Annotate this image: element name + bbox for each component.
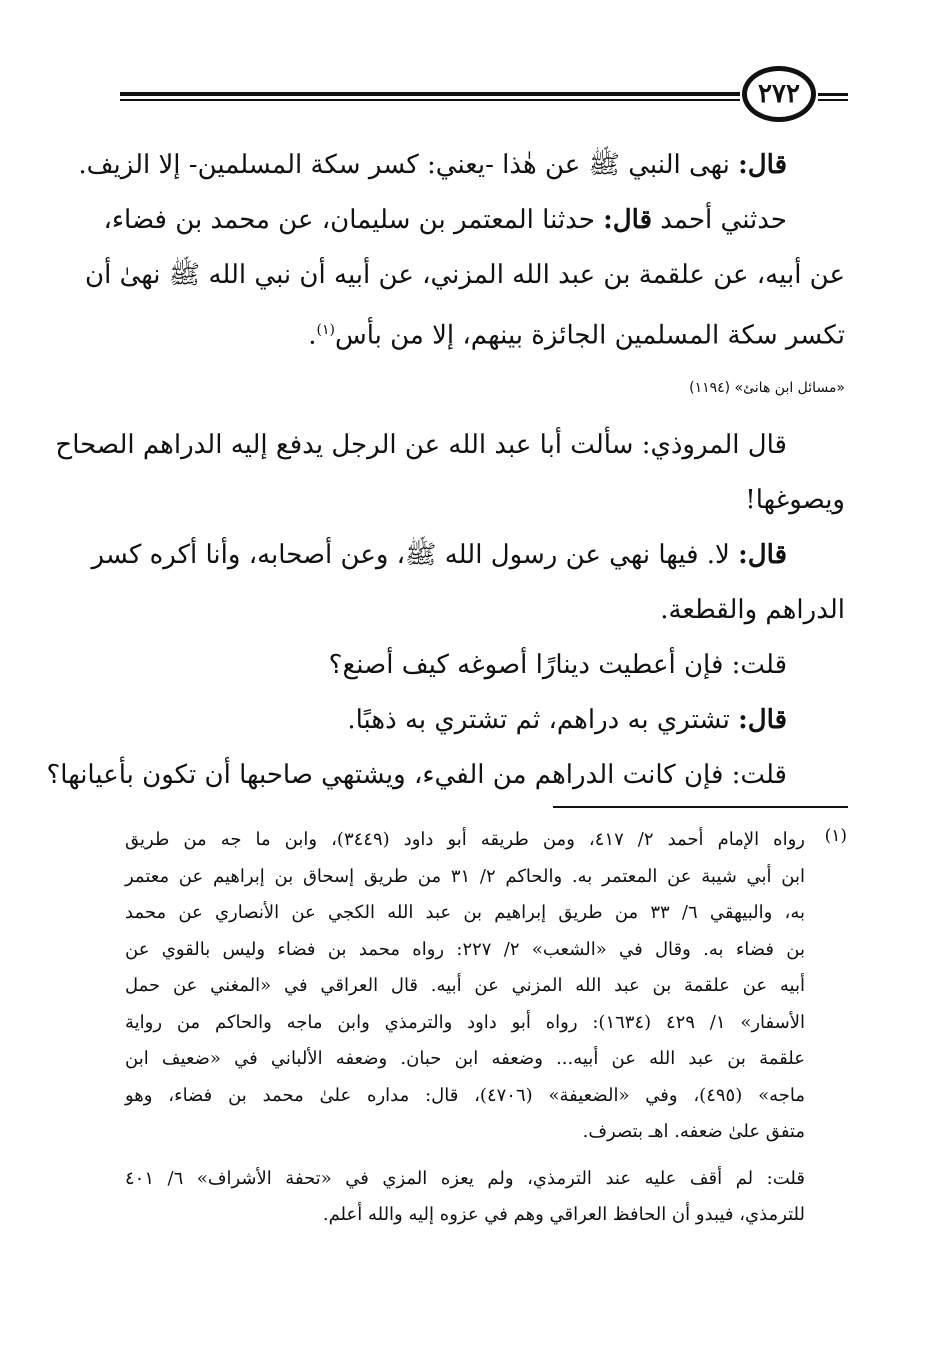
footnote-line: بن فضاء به. وقال في «الشعب» ٢/ ٢٢٧: رواه محمد بن فضاء وليس بالقوي عن (125, 938, 805, 960)
footnote-line: به، والبيهقي ٦/ ٣٣ من طريق إبراهيم بن عبد الله الكجي عن الأنصاري عن محمد (125, 902, 805, 923)
paragraph-text: حدثني أحمد (652, 205, 787, 235)
paragraph-3-line-1: قال المروذي: سألت أبا عبد الله عن الرجل يدفع إليه الدراهم الصحاح (55, 429, 787, 460)
footnote-note-line: للترمذي، فيبدو أن الحافظ العراقي وهم في عزوه إليه والله أعلم. (322, 1204, 805, 1225)
paragraph-text: تشتري به دراهم، ثم تشتري به ذهبًا. (347, 704, 739, 735)
keyword-qala: قال: (603, 205, 653, 235)
paragraph-5: قلت: فإن أعطيت دينارًا أصوغه كيف أصنع؟ (328, 649, 787, 680)
footnote-line: ماجه» (٤٩٥)، وفي «الضعيفة» (٤٧٠٦)، قال: مداره علىٰ محمد بن فضاء، وهو (125, 1084, 805, 1106)
footnote-block (125, 822, 845, 1234)
footnote-separator (553, 806, 848, 808)
keyword-qala: قال: (738, 539, 787, 570)
footnote-note-line: قلت: لم أقف عليه عند الترمذي، ولم يعزه المزي في «تحفة الأشراف» ٦/ ٤٠١ (125, 1167, 805, 1189)
footnote-line: متفق علىٰ ضعفه. اهـ بتصرف. (582, 1121, 805, 1142)
footnote-line: علقمة بن عبد الله عن أبيه... وضعفه ابن حبان. وضعفه الألباني في «ضعيف ابن (125, 1048, 805, 1069)
page-number: ٢٧٢ (742, 66, 816, 122)
paragraph-end-mark: . (308, 320, 317, 351)
paragraph-6 (125, 693, 845, 748)
paragraph-7: قلت: فإن كانت الدراهم من الفيء، ويشتهي صاحبها أن تكون بأعيانها؟ (46, 759, 787, 790)
paragraph-4-line-2: الدراهم والقطعة. (660, 594, 845, 625)
paragraph-3-line-2: ويصوغها! (745, 484, 845, 515)
footnote-reference: (١) (316, 322, 335, 338)
paragraph-2-line-1 (103, 193, 845, 248)
paragraph-1 (78, 138, 845, 193)
footnote-line: أبيه عن علقمة بن عبد الله المزني عن أبيه. قال العراقي في «المغني عن حمل (125, 975, 805, 996)
keyword-qala: قال: (738, 704, 787, 735)
paragraph-text: لا. فيها نهي عن رسول الله ﷺ، وعن أصحابه، وأنا أكره كسر (91, 539, 739, 570)
paragraph-text: نهى النبي ﷺ عن هٰذا -يعني: كسر سكة المسلمين- إلا الزيف. (78, 150, 739, 180)
header-rule-thin (120, 99, 740, 101)
paragraph-4-line-1 (91, 528, 845, 583)
footnote-line: رواه الإمام أحمد ٢/ ٤١٧، ومن طريقه أبو داود (٣٤٤٩)، وابن ما جه من طريق (125, 829, 805, 850)
footnote-editor-note (125, 1161, 805, 1234)
footnote-line: الأسفار» ١/ ٤٢٩ (١٦٣٤): رواه أبو داود والترمذي وابن ماجه والحاكم من رواية (125, 1011, 805, 1033)
paragraph-text: تكسر سكة المسلمين الجائزة بينهم، إلا من بأس (334, 320, 845, 351)
header-rule-thick (120, 92, 740, 96)
keyword-qala: قال: (738, 150, 787, 180)
paragraph-text: حدثنا المعتمر بن سليمان، عن محمد بن فضاء، (103, 205, 604, 235)
header-rule-right-thin (818, 99, 848, 101)
footnote-line: ابن أبي شيبة عن المعتمر به. والحاكم ٢/ ٣١ من طريق إسحاق بن إبراهيم عن معتمر (125, 865, 805, 887)
header-rule-right (818, 93, 848, 96)
paragraph-2-line-2: عن أبيه، عن علقمة بن عبد الله المزني، عن أبيه أن نبي الله ﷺ نهىٰ أن (85, 260, 845, 290)
main-text (46, 138, 845, 803)
footnote-number: (١) (824, 826, 847, 846)
source-citation: «مسائل ابن هانئ» (١١٩٤) (689, 379, 845, 396)
paragraph-2-line-3 (125, 303, 845, 364)
footnote-body (125, 822, 845, 1234)
